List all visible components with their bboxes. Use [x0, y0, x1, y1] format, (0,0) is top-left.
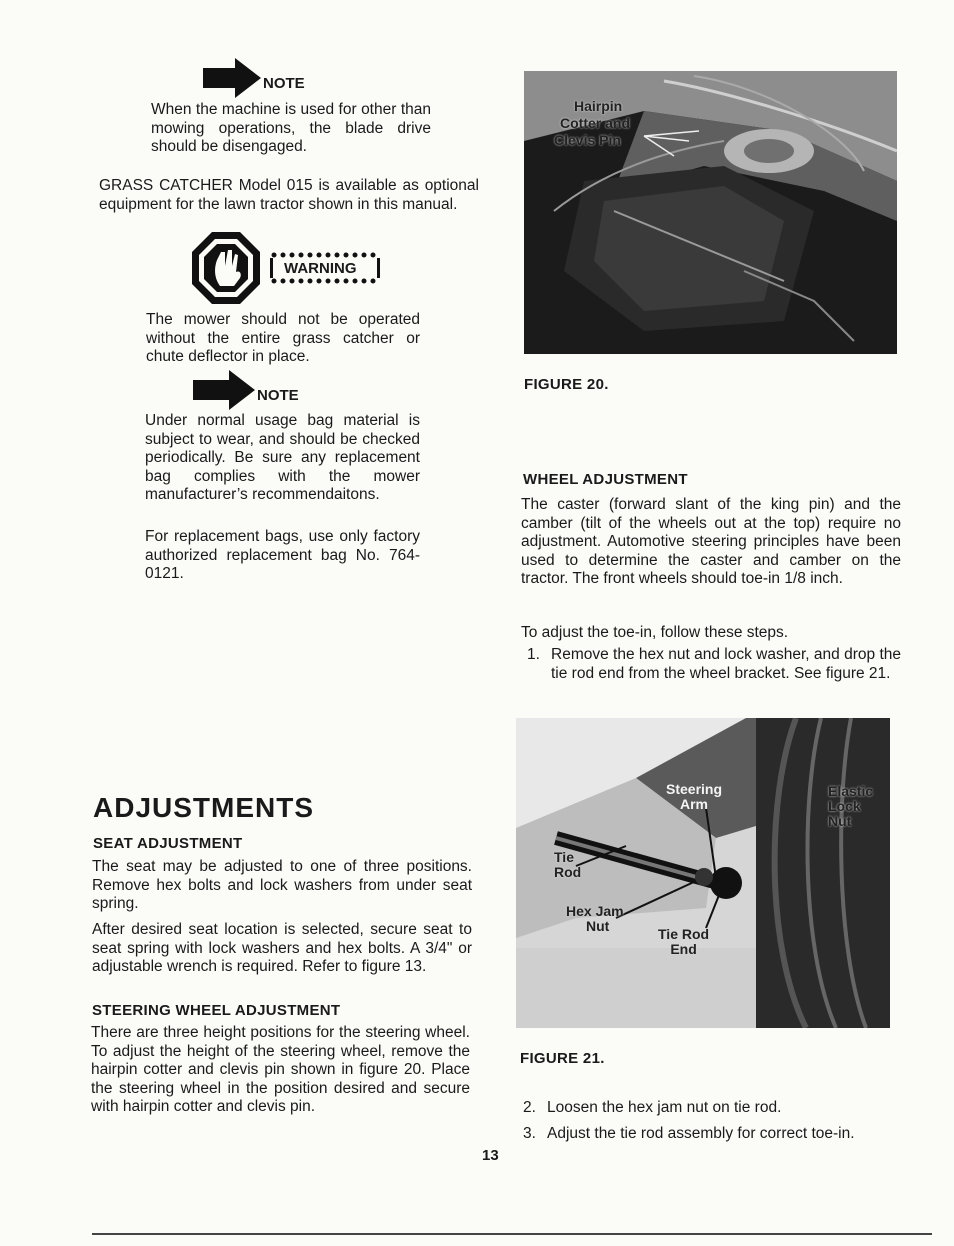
figure-caption: FIGURE 21. [520, 1050, 605, 1067]
figure-label: Steering [666, 781, 723, 797]
grass-catcher-text: GRASS CATCHER Model 015 is available as optional equipment for the lawn tractor shown in this manual. [99, 177, 479, 213]
figure-label: Tie [554, 849, 574, 865]
note-text: When the machine is used for other than mowing operations, the blade drive should be disengaged. [151, 101, 431, 156]
steering-adjustment-heading: STEERING WHEEL ADJUSTMENT [92, 1002, 341, 1019]
wheel-intro: To adjust the toe-in, follow these steps. [521, 624, 789, 641]
wheel-text: The caster (forward slant of the king pin) and the camber (tilt of the wheels out at the top) require no adjustment. Automotive steering principles have been used to determine the caster and camber on the tractor. The front wheels should toe-in 1/8 inch. [521, 496, 901, 588]
figure-label: Clevis Pin [554, 132, 621, 148]
figure-label: Lock [828, 798, 861, 814]
figure-caption: FIGURE 20. [524, 376, 609, 393]
figure-label: Nut [828, 813, 852, 829]
note-label: NOTE [257, 386, 299, 404]
list-item [523, 1099, 903, 1118]
figure-label-tie-rod-end [658, 927, 709, 957]
seat-text: After desired seat location is selected, secure seat to seat spring with lock washers and hex bolts. A 3/4" or adjustable wrench is required. Refer to figure 13. [92, 921, 472, 976]
section-title: ADJUSTMENTS [93, 792, 315, 823]
step-number: 2. [523, 1099, 536, 1116]
warning-text: The mower should not be operated without the entire grass catcher or chute deflector in place. [146, 311, 420, 366]
note-label: NOTE [263, 74, 305, 92]
figure-20-photo [524, 71, 897, 354]
figure-label: Hairpin [574, 98, 623, 114]
figure-label: Nut [586, 918, 610, 934]
wheel-adjustment-heading: WHEEL ADJUSTMENT [523, 471, 688, 488]
seat-text: The seat may be adjusted to one of three positions. Remove hex bolts and lock washers from under seat spring. [92, 858, 472, 913]
arrow-right-icon [193, 370, 255, 410]
figure-label-tie-rod [554, 850, 581, 880]
warning-header [190, 230, 390, 308]
list-item [527, 646, 901, 683]
warning-label: WARNING [284, 260, 357, 277]
step-text: Loosen the hex jam nut on tie rod. [547, 1099, 782, 1116]
page-divider [92, 1233, 932, 1235]
note-text: Under normal usage bag material is subject to wear, and should be checked periodically. Be sure any replacement bag complies with the mower manufacturer’s recommendaitons. [145, 412, 420, 504]
note-header [193, 370, 299, 410]
figure-label: End [670, 941, 697, 957]
figure-label: Rod [554, 864, 582, 880]
figure-label: Tie Rod [658, 926, 710, 942]
stop-hand-icon [190, 230, 262, 306]
note-text: For replacement bags, use only factory authorized replacement bag No. 764-0121. [145, 528, 420, 583]
steering-text: There are three height positions for the steering wheel. To adjust the height of the steering wheel, remove the hairpin cotter and clevis pin shown in figure 20. Place the steering wheel in the position desired and secure with hairpin cotter and clevis pin. [91, 1024, 470, 1116]
figure-label: Elastic [828, 783, 874, 799]
figure-label-hex-jam-nut [566, 904, 624, 934]
step-number: 3. [523, 1125, 536, 1142]
seat-adjustment-heading: SEAT ADJUSTMENT [93, 835, 243, 852]
step-text: Remove the hex nut and lock washer, and drop the tie rod end from the wheel bracket. See figure 21. [551, 646, 901, 682]
figure-label: Arm [680, 796, 709, 812]
arrow-right-icon [203, 58, 261, 98]
warning-label-box [268, 252, 383, 284]
list-item [523, 1125, 903, 1144]
step-number: 1. [527, 646, 540, 663]
figure-label-steering-arm [666, 782, 722, 812]
page-number: 13 [482, 1147, 499, 1164]
figure-label-elastic-lock-nut [828, 784, 873, 829]
step-text: Adjust the tie rod assembly for correct toe-in. [547, 1125, 855, 1142]
figure-label: Cotter and [560, 115, 630, 131]
figure-label: Hex Jam [566, 903, 624, 919]
figure-21-photo [516, 718, 890, 1028]
note-header [203, 58, 305, 98]
